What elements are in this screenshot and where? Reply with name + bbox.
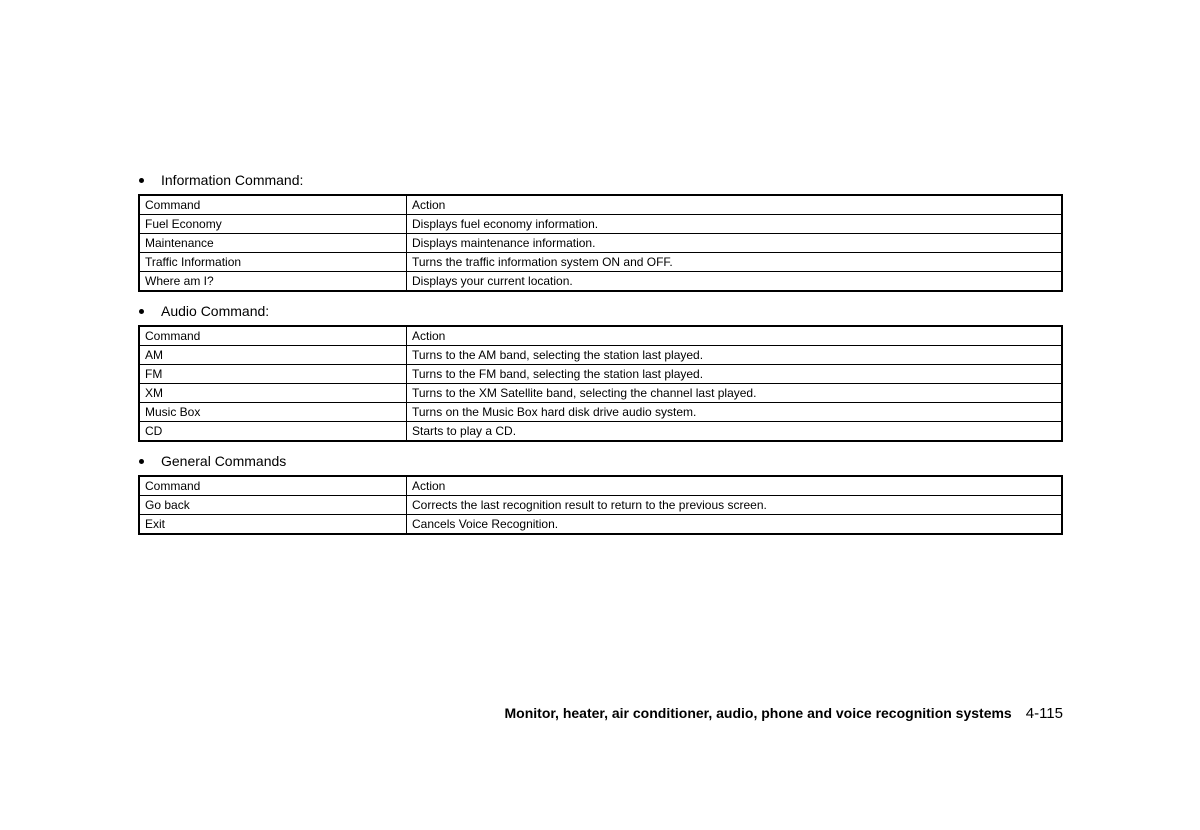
action-cell: Turns to the FM band, selecting the station last played. [407,365,1063,384]
table-header-row [139,326,1062,346]
table-row [139,496,1062,515]
header-command: Command [139,326,407,346]
table-row [139,403,1062,422]
table-header-row [139,195,1062,215]
table-header-row [139,476,1062,496]
command-cell: Fuel Economy [139,215,407,234]
table-row [139,346,1062,365]
page-number: 4-115 [1025,705,1063,722]
table-row [139,384,1062,403]
action-cell: Turns to the XM Satellite band, selecting the channel last played. [407,384,1063,403]
command-cell: Music Box [139,403,407,422]
header-command: Command [139,476,407,496]
command-cell: XM [139,384,407,403]
table-row [139,272,1062,292]
action-cell: Turns on the Music Box hard disk drive audio system. [407,403,1063,422]
table-row [139,234,1062,253]
action-cell: Corrects the last recognition result to return to the previous screen. [407,496,1063,515]
command-cell: Go back [139,496,407,515]
section-heading-text: Information Command: [161,172,304,188]
action-cell: Displays maintenance information. [407,234,1063,253]
general-commands-table [138,475,1063,535]
command-cell: AM [139,346,407,365]
section-heading-text: General Commands [161,453,287,469]
command-cell: CD [139,422,407,442]
command-cell: Exit [139,515,407,535]
section-heading-text: Audio Command: [161,303,270,319]
section-heading [138,452,286,470]
footer-chapter-title: Monitor, heater, air conditioner, audio, phone and voice recognition systems [504,705,1012,721]
command-cell: FM [139,365,407,384]
action-cell: Cancels Voice Recognition. [407,515,1063,535]
bullet-icon [139,178,144,183]
table-row [139,422,1062,442]
section-heading [138,171,303,189]
action-cell: Starts to play a CD. [407,422,1063,442]
action-cell: Displays fuel economy information. [407,215,1063,234]
bullet-icon [139,309,144,314]
header-action: Action [407,476,1063,496]
information-command-table [138,194,1063,292]
header-action: Action [407,195,1063,215]
audio-command-table [138,325,1063,442]
action-cell: Turns to the AM band, selecting the station last played. [407,346,1063,365]
action-cell: Displays your current location. [407,272,1063,292]
command-cell: Maintenance [139,234,407,253]
section-heading [138,302,269,320]
header-action: Action [407,326,1063,346]
page-footer [505,705,1063,722]
action-cell: Turns the traffic information system ON and OFF. [407,253,1063,272]
bullet-icon [139,459,144,464]
table-row [139,365,1062,384]
table-row [139,515,1062,535]
command-cell: Where am I? [139,272,407,292]
table-row [139,215,1062,234]
command-cell: Traffic Information [139,253,407,272]
table-row [139,253,1062,272]
header-command: Command [139,195,407,215]
